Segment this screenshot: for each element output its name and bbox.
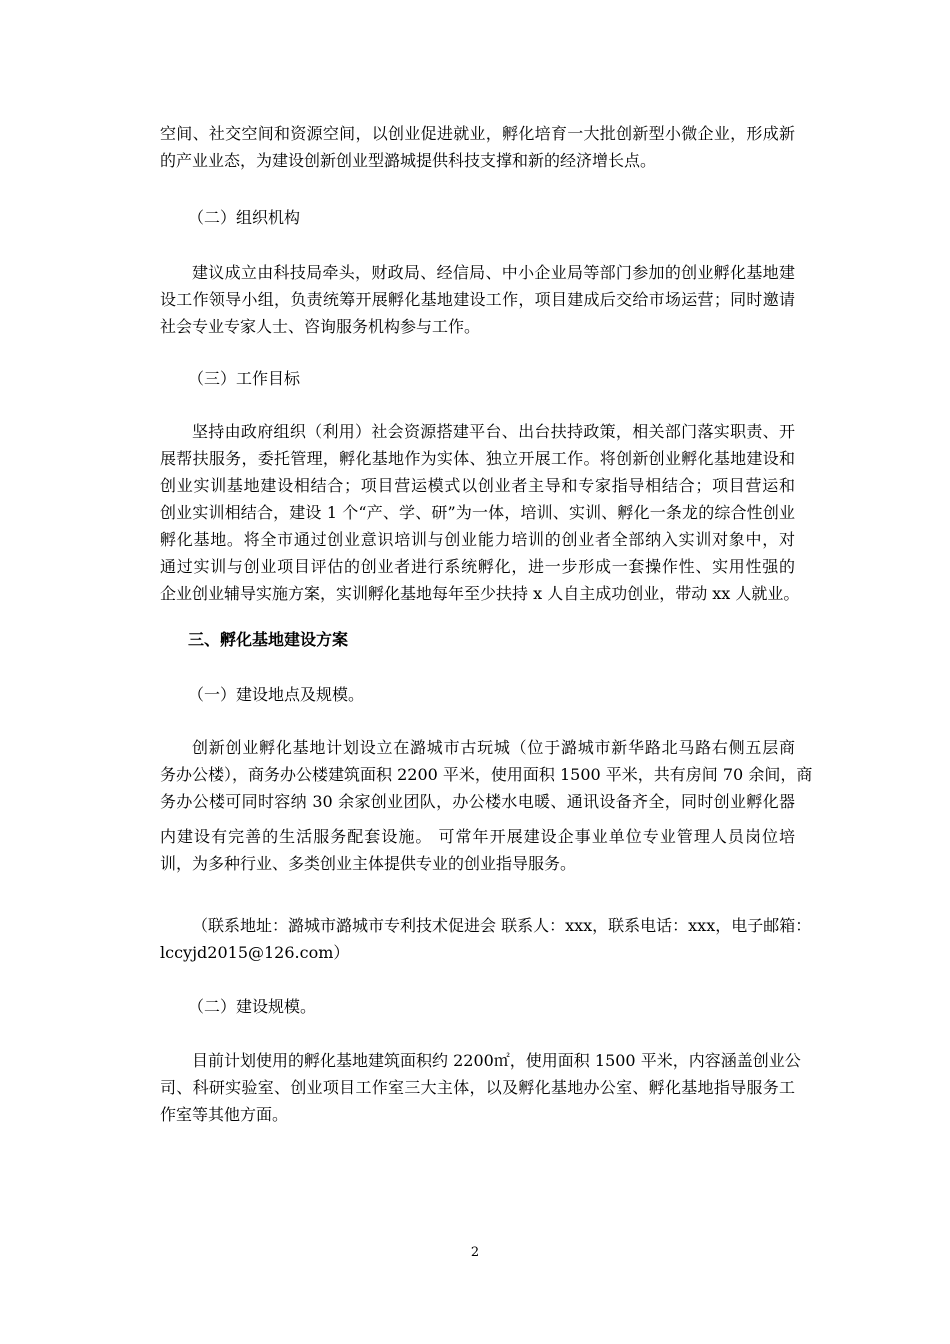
- text-line: 建议成立由科技局牵头，财政局、经信局、中小企业局等部门参加的创业孵化基地建: [192, 263, 795, 282]
- text-line: （联系地址：潞城市潞城市专利技术促进会 联系人：xxx，联系电话：xxx，电子邮箱：: [192, 916, 812, 935]
- text-line: 创新创业孵化基地计划设立在潞城市古玩城（位于潞城市新华路北马路右侧五层商: [192, 738, 795, 757]
- heading-site-and-scale: （一）建设地点及规模。: [188, 685, 365, 704]
- paragraph-construction-scale: [160, 1047, 801, 1128]
- text-line: 司、科研实验室、创业项目工作室三大主体，以及孵化基地办公室、孵化基地指导服务工: [160, 1078, 795, 1097]
- text-line: 内建设有完善的生活服务配套设施。 可常年开展建设企事业单位专业管理人员岗位培: [160, 827, 795, 846]
- heading-work-goals: （三）工作目标: [188, 369, 301, 388]
- paragraph-site: [160, 734, 813, 815]
- text-line: 通过实训与创业项目评估的创业者进行系统孵化，进一步形成一套操作性、实用性强的: [160, 557, 795, 576]
- text-line: 务办公楼可同时容纳 30 余家创业团队，办公楼水电暖、通讯设备齐全，同时创业孵化器: [160, 792, 795, 811]
- text-line: 空间、社交空间和资源空间，以创业促进就业，孵化培育一大批创新型小微企业，形成新: [160, 124, 795, 143]
- text-line: 创业实训基地建设相结合；项目营运模式以创业者主导和专家指导相结合；项目营运和: [160, 476, 795, 495]
- text-line: 作室等其他方面。: [160, 1105, 289, 1124]
- text-line: 坚持由政府组织（利用）社会资源搭建平台、出台扶持政策，相关部门落实职责、开: [192, 422, 795, 441]
- contact-info: [160, 912, 812, 966]
- text-line: 孵化基地。将全市通过创业意识培训与创业能力培训的创业者全部纳入实训对象中，对: [160, 530, 795, 549]
- heading-organization: （二）组织机构: [188, 208, 301, 227]
- text-line: 训，为多种行业、多类创业主体提供专业的创业指导服务。: [160, 854, 577, 873]
- text-line: 社会专业专家人士、咨询服务机构参与工作。: [160, 317, 481, 336]
- paragraph-organization: [160, 259, 795, 340]
- paragraph-services: [160, 823, 795, 877]
- heading-construction-scale: （二）建设规模。: [188, 997, 317, 1016]
- text-line: 展帮扶服务，委托管理，孵化基地作为实体、独立开展工作。将创新创业孵化基地建设和: [160, 449, 795, 468]
- page-number: 2: [470, 1245, 480, 1260]
- text-line: lccyjd2015@126.com）: [160, 943, 350, 962]
- heading-section-3: 三、孵化基地建设方案: [188, 630, 349, 649]
- text-line: 的产业业态，为建设创新创业型潞城提供科技支撑和新的经济增长点。: [160, 151, 657, 170]
- text-line: 设工作领导小组，负责统筹开展孵化基地建设工作，项目建成后交给市场运营；同时邀请: [160, 290, 795, 309]
- paragraph-work-goals: [160, 418, 800, 607]
- text-line: 企业创业辅导实施方案，实训孵化基地每年至少扶持 x 人自主成功创业，带动 xx 人就业。: [160, 584, 800, 603]
- text-line: 创业实训相结合，建设 1 个“产、学、研”为一体，培训、实训、孵化一条龙的综合性创业: [160, 503, 795, 522]
- text-line: 务办公楼），商务办公楼建筑面积 2200 平米，使用面积 1500 平米，共有房间 70 余间，商: [160, 765, 813, 784]
- text-line: 目前计划使用的孵化基地建筑面积约 2200㎡，使用面积 1500 平米，内容涵盖创业公: [192, 1051, 801, 1070]
- paragraph-intro-continuation: [160, 120, 795, 174]
